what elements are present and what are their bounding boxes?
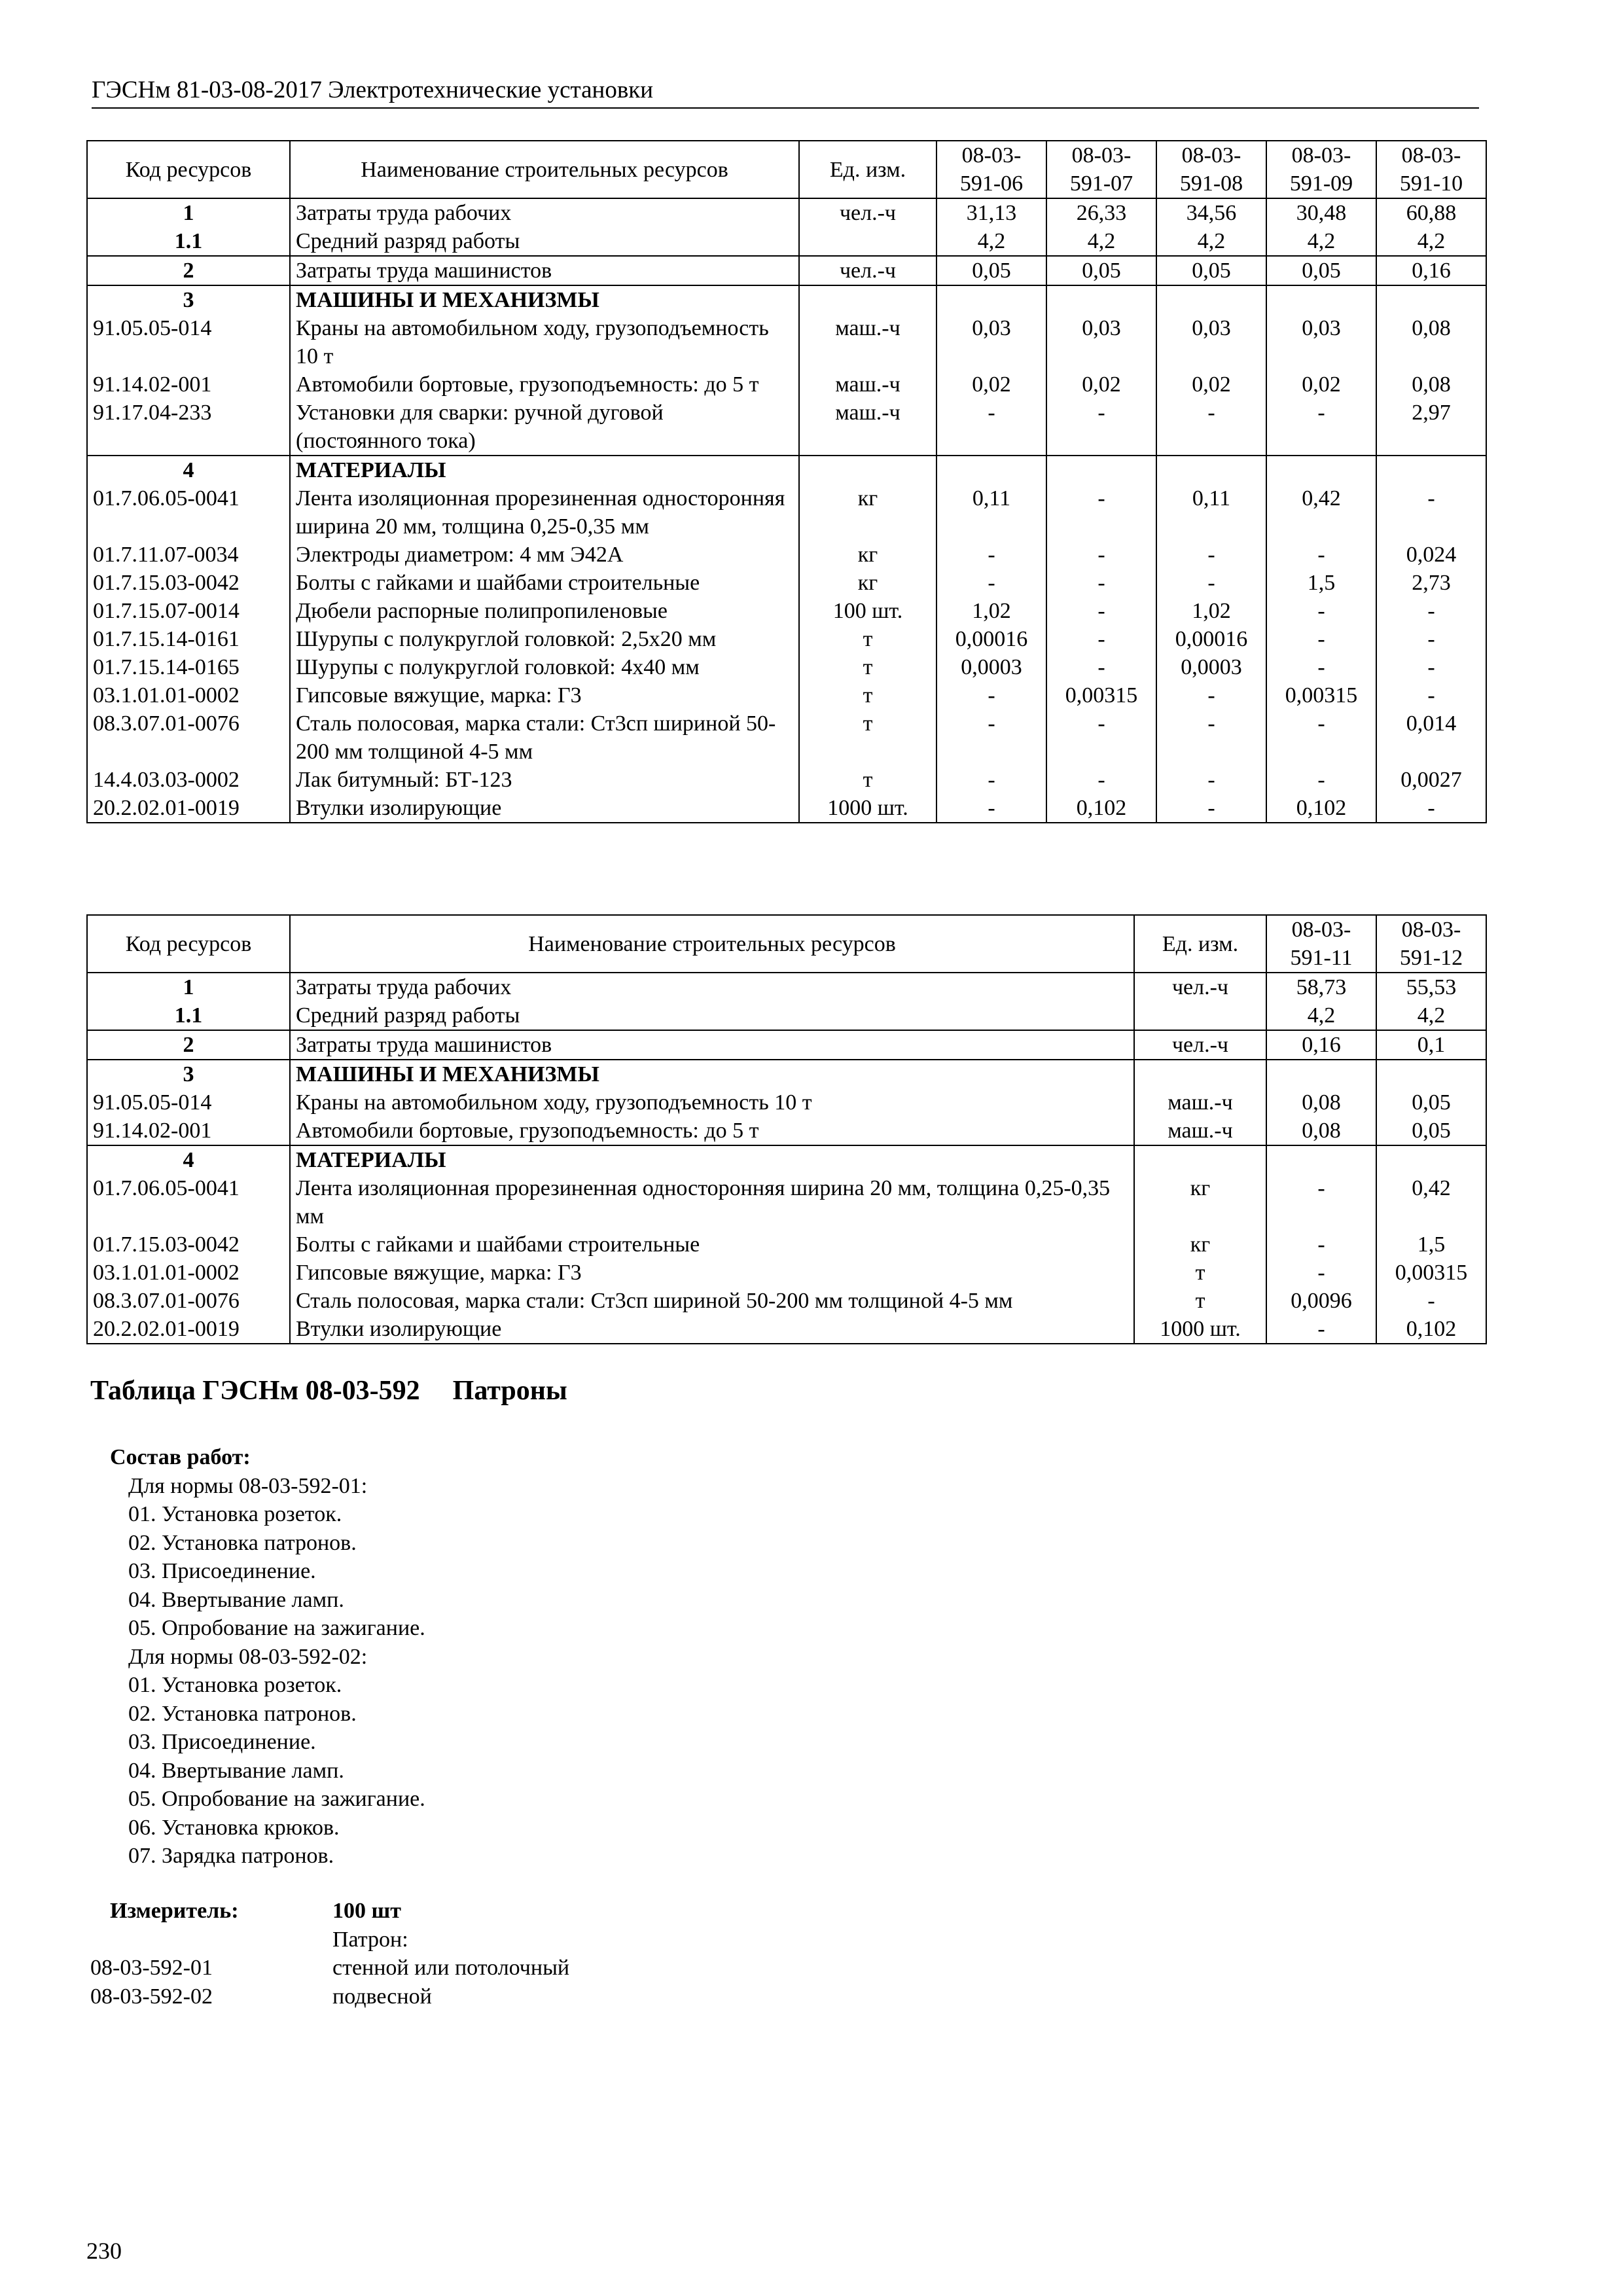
resource-value: 0,02 <box>1266 370 1376 399</box>
resource-value: - <box>1046 399 1156 456</box>
resource-value: - <box>1156 569 1266 597</box>
table-row <box>87 597 1486 625</box>
resource-value: - <box>1046 709 1156 766</box>
resource-value: 4,2 <box>1046 227 1156 256</box>
header-name: Наименование строительных ресурсов <box>290 141 799 198</box>
resource-value: 0,00315 <box>1376 1259 1486 1287</box>
table-row <box>87 285 1486 314</box>
resource-value: 0,05 <box>1376 1088 1486 1117</box>
header-norm-code-line: 591-10 <box>1399 171 1463 196</box>
resource-code: 1 <box>87 198 290 227</box>
resource-unit: т <box>799 681 936 709</box>
resource-value: - <box>1046 766 1156 794</box>
norm-row <box>90 1982 569 2011</box>
resource-value: - <box>1376 625 1486 653</box>
work-step: 02. Установка патронов. <box>128 1701 357 1726</box>
resource-value: 0,0027 <box>1376 766 1486 794</box>
table-row <box>87 256 1486 285</box>
resource-value: 1,02 <box>1156 597 1266 625</box>
resource-value: - <box>936 709 1046 766</box>
work-step: 02. Установка патронов. <box>128 1530 357 1555</box>
norm-code: 08-03-592-01 <box>90 1956 213 1980</box>
header-unit: Ед. изм. <box>1134 915 1266 973</box>
resource-value: 31,13 <box>936 198 1046 227</box>
work-step: 01. Установка розеток. <box>128 1673 342 1697</box>
work-step: 04. Ввертывание ламп. <box>128 1758 344 1783</box>
header-norm-code-line: 591-09 <box>1289 171 1353 196</box>
work-step: Для нормы 08-03-592-01: <box>128 1473 368 1498</box>
table-row <box>87 198 1486 227</box>
header-norm-code-line: 08-03- <box>1401 918 1461 942</box>
resource-value: 0,102 <box>1376 1315 1486 1344</box>
norm-desc: стенной или потолочный <box>332 1956 570 1980</box>
resource-value: - <box>1266 625 1376 653</box>
resource-name: МАТЕРИАЛЫ <box>290 1145 1134 1174</box>
table-row <box>87 1145 1486 1174</box>
header-norm-code <box>1266 141 1376 198</box>
resource-value: - <box>936 681 1046 709</box>
work-composition-heading: Состав работ: <box>110 1445 251 1469</box>
resource-value: - <box>1156 794 1266 823</box>
resource-unit <box>1134 1060 1266 1088</box>
resource-value: - <box>1266 1230 1376 1259</box>
table-row <box>87 625 1486 653</box>
resource-code: 14.4.03.03-0002 <box>87 766 290 794</box>
resource-code: 2 <box>87 256 290 285</box>
resource-value: 4,2 <box>1376 1001 1486 1030</box>
work-step: 01. Установка розеток. <box>128 1502 342 1526</box>
resource-name: Втулки изолирующие <box>290 794 799 823</box>
resource-value: 0,05 <box>936 256 1046 285</box>
table-row <box>87 1230 1486 1259</box>
resource-value: - <box>1046 484 1156 541</box>
section-title <box>90 1373 600 1408</box>
header-norm-code-line: 08-03- <box>961 143 1022 168</box>
resource-value: 0,00016 <box>936 625 1046 653</box>
resource-name: Автомобили бортовые, грузоподъемность: до 5 т <box>290 370 799 399</box>
table-row <box>87 484 1486 541</box>
resource-code: 3 <box>87 285 290 314</box>
resource-code: 91.05.05-014 <box>87 314 290 370</box>
resource-value: 0,16 <box>1266 1030 1376 1060</box>
resource-code: 03.1.01.01-0002 <box>87 681 290 709</box>
resource-table-1 <box>86 140 1487 823</box>
resource-value: 0,1 <box>1376 1030 1486 1060</box>
resource-name: Средний разряд работы <box>290 1001 1134 1030</box>
resource-value: - <box>1266 766 1376 794</box>
resource-value: - <box>1376 597 1486 625</box>
resource-name: Электроды диаметром: 4 мм Э42А <box>290 541 799 569</box>
resource-code: 08.3.07.01-0076 <box>87 1287 290 1315</box>
resource-value: 0,0096 <box>1266 1287 1376 1315</box>
resource-value: 4,2 <box>1376 227 1486 256</box>
resource-value: - <box>936 569 1046 597</box>
resource-unit: маш.-ч <box>799 370 936 399</box>
work-step: 05. Опробование на зажигание. <box>128 1787 425 1811</box>
resource-name: Средний разряд работы <box>290 227 799 256</box>
resource-name: МАШИНЫ И МЕХАНИЗМЫ <box>290 285 799 314</box>
resource-value <box>1266 456 1376 484</box>
resource-value: 0,03 <box>1266 314 1376 370</box>
resource-value <box>1046 285 1156 314</box>
header-norm-code <box>936 141 1046 198</box>
resource-unit <box>1134 1001 1266 1030</box>
resource-name: Установки для сварки: ручной дуговой (постоянного тока) <box>290 399 799 456</box>
resource-value: 0,08 <box>1266 1117 1376 1145</box>
resource-value: 4,2 <box>1156 227 1266 256</box>
resource-value: 55,53 <box>1376 973 1486 1001</box>
table-row <box>87 314 1486 370</box>
header-norm-code-line: 591-12 <box>1399 946 1463 970</box>
resource-value: 0,05 <box>1376 1117 1486 1145</box>
resource-name: Затраты труда рабочих <box>290 973 1134 1001</box>
table-row <box>87 1287 1486 1315</box>
header-norm-code-line: 591-11 <box>1290 946 1353 970</box>
resource-code: 01.7.15.03-0042 <box>87 1230 290 1259</box>
resource-unit: чел.-ч <box>799 198 936 227</box>
work-step: 03. Присоединение. <box>128 1559 316 1583</box>
header-norm-code-line: 08-03- <box>1401 143 1461 168</box>
header-norm-code-line: 08-03- <box>1181 143 1241 168</box>
resource-value: 0,08 <box>1266 1088 1376 1117</box>
resource-value: 0,03 <box>936 314 1046 370</box>
header-code: Код ресурсов <box>87 141 290 198</box>
resource-name: Лак битумный: БТ-123 <box>290 766 799 794</box>
resource-value: - <box>1156 681 1266 709</box>
resource-value: - <box>1156 766 1266 794</box>
resource-name: Автомобили бортовые, грузоподъемность: до 5 т <box>290 1117 1134 1145</box>
work-step: 05. Опробование на зажигание. <box>128 1616 425 1640</box>
table-row <box>87 1259 1486 1287</box>
resource-code: 01.7.15.14-0161 <box>87 625 290 653</box>
header-norm-code-line: 08-03- <box>1071 143 1132 168</box>
resource-name: Сталь полосовая, марка стали: Ст3сп шириной 50-200 мм толщиной 4-5 мм <box>290 709 799 766</box>
resource-value: 0,08 <box>1376 370 1486 399</box>
header-norm-code-line: 08-03- <box>1291 143 1351 168</box>
table-row <box>87 1315 1486 1344</box>
resource-value: - <box>1376 1287 1486 1315</box>
resource-value: - <box>936 766 1046 794</box>
resource-value: 0,02 <box>1156 370 1266 399</box>
resource-value: 0,05 <box>1156 256 1266 285</box>
table-row <box>87 541 1486 569</box>
resource-value <box>1046 456 1156 484</box>
resource-unit: маш.-ч <box>799 399 936 456</box>
resource-value: 0,05 <box>1266 256 1376 285</box>
work-step: 06. Установка крюков. <box>128 1815 340 1840</box>
resource-name: Шурупы с полукруглой головкой: 4х40 мм <box>290 653 799 681</box>
resource-name: Гипсовые вяжущие, марка: Г3 <box>290 1259 1134 1287</box>
resource-code: 91.05.05-014 <box>87 1088 290 1117</box>
resource-value: 0,0003 <box>936 653 1046 681</box>
resource-code: 3 <box>87 1060 290 1088</box>
resource-name: Затраты труда рабочих <box>290 198 799 227</box>
resource-unit: чел.-ч <box>799 256 936 285</box>
resource-value: 0,03 <box>1046 314 1156 370</box>
work-step: 03. Присоединение. <box>128 1730 316 1754</box>
resource-table-2 <box>86 914 1487 1344</box>
resource-unit: чел.-ч <box>1134 973 1266 1001</box>
table-row <box>87 1117 1486 1145</box>
resource-name: Втулки изолирующие <box>290 1315 1134 1344</box>
resource-value <box>1156 285 1266 314</box>
resource-name: Сталь полосовая, марка стали: Ст3сп шириной 50-200 мм толщиной 4-5 мм <box>290 1287 1134 1315</box>
resource-unit: т <box>799 653 936 681</box>
resource-value: - <box>1266 597 1376 625</box>
resource-value: 0,42 <box>1266 484 1376 541</box>
resource-value <box>1376 1060 1486 1088</box>
resource-unit: 1000 шт. <box>799 794 936 823</box>
resource-value: 60,88 <box>1376 198 1486 227</box>
resource-unit: маш.-ч <box>799 314 936 370</box>
header-norm-code-line: 591-06 <box>959 171 1024 196</box>
header-norm-code <box>1046 141 1156 198</box>
work-composition <box>110 1443 425 1871</box>
work-step: Для нормы 08-03-592-02: <box>128 1644 368 1669</box>
resource-value <box>1266 285 1376 314</box>
table-row <box>87 653 1486 681</box>
norm-row <box>90 1954 569 1982</box>
resource-value <box>1376 285 1486 314</box>
resource-value: 0,02 <box>1046 370 1156 399</box>
resource-name: Краны на автомобильном ходу, грузоподъемность 10 т <box>290 314 799 370</box>
resource-value <box>1376 1145 1486 1174</box>
resource-code: 91.17.04-233 <box>87 399 290 456</box>
work-step: 04. Ввертывание ламп. <box>128 1587 344 1612</box>
resource-value <box>1266 1145 1376 1174</box>
page-number: 230 <box>86 2238 122 2264</box>
resource-value: - <box>1376 653 1486 681</box>
work-step: 07. Зарядка патронов. <box>128 1844 334 1868</box>
resource-unit: т <box>799 766 936 794</box>
table-row <box>87 1030 1486 1060</box>
resource-name: Лента изоляционная прорезиненная односторонняя ширина 20 мм, толщина 0,25-0,35 мм <box>290 484 799 541</box>
resource-value: 0,102 <box>1046 794 1156 823</box>
section-title-number: Таблица ГЭСНм 08-03-592 <box>90 1376 420 1406</box>
resource-name: Лента изоляционная прорезиненная односторонняя ширина 20 мм, толщина 0,25-0,35 мм <box>290 1174 1134 1230</box>
resource-unit: т <box>799 625 936 653</box>
resource-code: 01.7.06.05-0041 <box>87 484 290 541</box>
resource-code: 03.1.01.01-0002 <box>87 1259 290 1287</box>
header-norm-code-line: 08-03- <box>1291 918 1351 942</box>
resource-name: МАШИНЫ И МЕХАНИЗМЫ <box>290 1060 1134 1088</box>
resource-value: 58,73 <box>1266 973 1376 1001</box>
resource-unit: 100 шт. <box>799 597 936 625</box>
resource-value: - <box>1266 653 1376 681</box>
header-norm-code-line: 591-07 <box>1069 171 1133 196</box>
table-row <box>87 456 1486 484</box>
resource-unit: 1000 шт. <box>1134 1315 1266 1344</box>
resource-value: - <box>1046 597 1156 625</box>
measure-item: Патрон: <box>332 1927 408 1952</box>
resource-value: 0,00315 <box>1046 681 1156 709</box>
resource-code: 1.1 <box>87 227 290 256</box>
resource-value: - <box>1266 1174 1376 1230</box>
resource-value: - <box>1266 709 1376 766</box>
resource-value: 0,00315 <box>1266 681 1376 709</box>
resource-unit: маш.-ч <box>1134 1088 1266 1117</box>
header-norm-code-line: 591-08 <box>1179 171 1243 196</box>
resource-value <box>936 285 1046 314</box>
resource-unit: т <box>1134 1259 1266 1287</box>
resource-value: 0,08 <box>1376 314 1486 370</box>
resource-code: 4 <box>87 1145 290 1174</box>
resource-unit: кг <box>799 484 936 541</box>
resource-unit <box>799 227 936 256</box>
resource-value: - <box>1046 541 1156 569</box>
resource-value: 1,5 <box>1376 1230 1486 1259</box>
resource-unit: т <box>1134 1287 1266 1315</box>
resource-name: Болты с гайками и шайбами строительные <box>290 1230 1134 1259</box>
resource-value: 4,2 <box>936 227 1046 256</box>
resource-value: 4,2 <box>1266 1001 1376 1030</box>
resource-value: - <box>1046 625 1156 653</box>
resource-value: 1,02 <box>936 597 1046 625</box>
resource-unit <box>1134 1145 1266 1174</box>
resource-code: 2 <box>87 1030 290 1060</box>
header-norm-code <box>1156 141 1266 198</box>
table-row <box>87 973 1486 1001</box>
resource-name: МАТЕРИАЛЫ <box>290 456 799 484</box>
resource-value: - <box>1266 1315 1376 1344</box>
section-title-name: Патроны <box>452 1376 567 1406</box>
resource-value: - <box>1046 569 1156 597</box>
resource-value: - <box>1376 484 1486 541</box>
resource-value: 0,42 <box>1376 1174 1486 1230</box>
resource-value: 2,97 <box>1376 399 1486 456</box>
resource-value <box>1156 456 1266 484</box>
resource-value: - <box>1156 399 1266 456</box>
resource-value <box>1266 1060 1376 1088</box>
table-row <box>87 709 1486 766</box>
resource-unit <box>799 456 936 484</box>
table-row <box>87 1060 1486 1088</box>
norm-desc: подвесной <box>332 1984 432 2009</box>
resource-value: - <box>1156 541 1266 569</box>
running-header: ГЭСНм 81-03-08-2017 Электротехнические установки <box>92 76 1479 109</box>
table-row <box>87 681 1486 709</box>
header-unit: Ед. изм. <box>799 141 936 198</box>
table-row <box>87 569 1486 597</box>
header-norm-code <box>1266 915 1376 973</box>
resource-name: Затраты труда машинистов <box>290 256 799 285</box>
table-row <box>87 1001 1486 1030</box>
resource-unit: кг <box>799 569 936 597</box>
resource-value: 0,16 <box>1376 256 1486 285</box>
resource-unit: кг <box>799 541 936 569</box>
resource-value: - <box>1156 709 1266 766</box>
resource-unit: чел.-ч <box>1134 1030 1266 1060</box>
resource-name: Гипсовые вяжущие, марка: Г3 <box>290 681 799 709</box>
table-row <box>87 399 1486 456</box>
resource-value: - <box>936 541 1046 569</box>
table-row <box>87 766 1486 794</box>
resource-code: 01.7.11.07-0034 <box>87 541 290 569</box>
resource-value: 4,2 <box>1266 227 1376 256</box>
resource-name: Краны на автомобильном ходу, грузоподъемность 10 т <box>290 1088 1134 1117</box>
resource-unit: кг <box>1134 1230 1266 1259</box>
resource-code: 91.14.02-001 <box>87 370 290 399</box>
resource-code: 01.7.15.03-0042 <box>87 569 290 597</box>
resource-name: Болты с гайками и шайбами строительные <box>290 569 799 597</box>
resource-value: - <box>936 399 1046 456</box>
measure-block <box>90 1897 569 2011</box>
resource-value: 0,11 <box>936 484 1046 541</box>
resource-value: 0,00016 <box>1156 625 1266 653</box>
resource-code: 91.14.02-001 <box>87 1117 290 1145</box>
header-norm-code <box>1376 141 1486 198</box>
resource-value: - <box>936 794 1046 823</box>
norm-code: 08-03-592-02 <box>90 1984 213 2009</box>
resource-unit <box>799 285 936 314</box>
resource-value <box>936 456 1046 484</box>
resource-value: 0,102 <box>1266 794 1376 823</box>
resource-value: - <box>1376 794 1486 823</box>
resource-code: 01.7.06.05-0041 <box>87 1174 290 1230</box>
resource-value: 0,05 <box>1046 256 1156 285</box>
work-composition-list <box>110 1472 425 1871</box>
resource-value <box>1376 456 1486 484</box>
header-norm-code <box>1376 915 1486 973</box>
resource-value: 0,0003 <box>1156 653 1266 681</box>
resource-name: Шурупы с полукруглой головкой: 2,5х20 мм <box>290 625 799 653</box>
table-row <box>87 794 1486 823</box>
resource-value: - <box>1266 1259 1376 1287</box>
resource-value: 0,014 <box>1376 709 1486 766</box>
resource-unit: кг <box>1134 1174 1266 1230</box>
resource-code: 01.7.15.07-0014 <box>87 597 290 625</box>
header-name: Наименование строительных ресурсов <box>290 915 1134 973</box>
resource-value: 0,02 <box>936 370 1046 399</box>
resource-name: Затраты труда машинистов <box>290 1030 1134 1060</box>
table-row <box>87 227 1486 256</box>
measure-label: Измеритель: <box>110 1899 239 1923</box>
header-code: Код ресурсов <box>87 915 290 973</box>
resource-unit: маш.-ч <box>1134 1117 1266 1145</box>
resource-code: 4 <box>87 456 290 484</box>
resource-value: 1,5 <box>1266 569 1376 597</box>
resource-value: 34,56 <box>1156 198 1266 227</box>
resource-code: 01.7.15.14-0165 <box>87 653 290 681</box>
resource-value: 26,33 <box>1046 198 1156 227</box>
resource-code: 20.2.02.01-0019 <box>87 794 290 823</box>
resource-code: 1.1 <box>87 1001 290 1030</box>
resource-value: 0,11 <box>1156 484 1266 541</box>
resource-value: - <box>1266 399 1376 456</box>
resource-name: Дюбели распорные полипропиленовые <box>290 597 799 625</box>
resource-value: - <box>1376 681 1486 709</box>
resource-unit: т <box>799 709 936 766</box>
resource-value: 30,48 <box>1266 198 1376 227</box>
resource-code: 08.3.07.01-0076 <box>87 709 290 766</box>
resource-value: - <box>1266 541 1376 569</box>
measure-value: 100 шт <box>332 1899 401 1923</box>
table-row <box>87 370 1486 399</box>
measure-norms <box>90 1954 569 2011</box>
resource-value: 0,024 <box>1376 541 1486 569</box>
resource-value: - <box>1046 653 1156 681</box>
resource-value: 0,03 <box>1156 314 1266 370</box>
resource-value: 2,73 <box>1376 569 1486 597</box>
table-row <box>87 1174 1486 1230</box>
table-row <box>87 1088 1486 1117</box>
resource-code: 20.2.02.01-0019 <box>87 1315 290 1344</box>
resource-code: 1 <box>87 973 290 1001</box>
